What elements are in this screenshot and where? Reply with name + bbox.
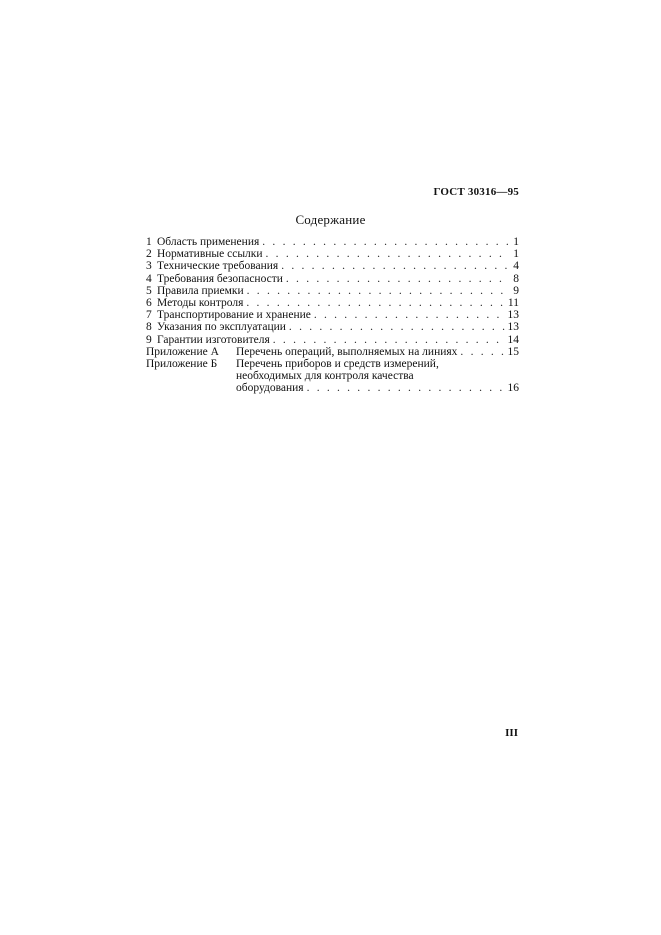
page-number: III	[505, 727, 518, 739]
appendix-title-line: необходимых для контроля качества	[236, 370, 414, 383]
toc-entry-page: 13	[507, 321, 519, 334]
appendix-label: Приложение Б	[146, 358, 218, 371]
toc-entry-manufacturer-warranty	[146, 334, 519, 346]
toc-entry-title: Указания по эксплуатации	[157, 321, 286, 334]
toc-entry-operation-instructions	[146, 321, 519, 333]
toc-entry-page: 1	[513, 236, 519, 248]
toc-dot-leader	[286, 273, 508, 285]
appendix-title-line: Перечень операций, выполняемых на линиях	[236, 345, 458, 358]
toc-entry-number: 7	[146, 309, 152, 322]
toc-entry-number: 3	[146, 260, 152, 273]
toc-dot-leader	[273, 334, 505, 346]
toc-dot-leader	[266, 248, 508, 260]
toc-entry-number: 8	[146, 321, 152, 334]
toc-entry-page: 4	[513, 260, 519, 273]
toc-entry-page: 9	[513, 284, 519, 297]
toc-entry-number: 4	[146, 272, 152, 285]
toc-entry-title: Методы контроля	[157, 297, 244, 310]
toc-entry-title: Технические требования	[157, 260, 279, 273]
toc-dot-leader	[460, 346, 504, 358]
appendix-title-line: оборудования	[236, 382, 304, 395]
appendix-title-line: Перечень приборов и средств измерений,	[236, 358, 439, 371]
toc-entry-page: 1	[513, 248, 519, 261]
toc-entry-page: 8	[513, 272, 519, 285]
toc-dot-leader	[281, 260, 508, 272]
toc-entry-normative-references	[146, 248, 519, 260]
appendix-body	[236, 346, 519, 358]
toc-entry-title: Транспортирование и хранение	[157, 309, 311, 322]
toc-entry-number: 9	[146, 333, 152, 346]
toc-entry-number: 1	[146, 236, 152, 248]
toc-dot-leader	[247, 285, 508, 297]
toc-entry-control-methods	[146, 297, 519, 309]
toc-entry-page: 15	[507, 345, 519, 358]
toc-appendix-a	[146, 346, 519, 358]
toc-dot-leader	[289, 321, 505, 333]
table-of-contents	[146, 236, 519, 395]
toc-entry-transport-storage	[146, 309, 519, 321]
toc-title: Содержание	[295, 212, 366, 227]
toc-entry-title: Нормативные ссылки	[157, 248, 263, 261]
toc-entry-page: 11	[507, 297, 519, 310]
toc-dot-leader	[262, 236, 508, 248]
appendix-line-final	[236, 382, 519, 394]
toc-entry-page: 13	[507, 309, 519, 322]
toc-entry-number: 5	[146, 284, 152, 297]
appendix-label: Приложение А	[146, 345, 219, 358]
toc-entry-title: Правила приемки	[157, 284, 244, 297]
toc-entry-safety-requirements	[146, 273, 519, 285]
toc-dot-leader	[314, 309, 505, 321]
toc-entry-number: 2	[146, 248, 152, 261]
toc-entry-page: 16	[507, 382, 519, 395]
toc-entry-page: 14	[507, 333, 519, 346]
toc-entry-title: Гарантии изготовителя	[157, 333, 270, 346]
toc-entry-scope	[146, 236, 519, 248]
document-code: ГОСТ 30316—95	[433, 186, 519, 198]
appendix-body	[236, 358, 519, 395]
toc-appendix-b	[146, 358, 519, 395]
toc-entry-number: 6	[146, 297, 152, 310]
toc-entry-acceptance-rules	[146, 285, 519, 297]
toc-entry-title: Область применения	[157, 236, 260, 248]
toc-entry-title: Требования безопасности	[157, 272, 283, 285]
appendix-line-final	[236, 346, 519, 358]
toc-dot-leader	[246, 297, 505, 309]
toc-dot-leader	[307, 382, 505, 394]
toc-entry-technical-requirements	[146, 260, 519, 272]
